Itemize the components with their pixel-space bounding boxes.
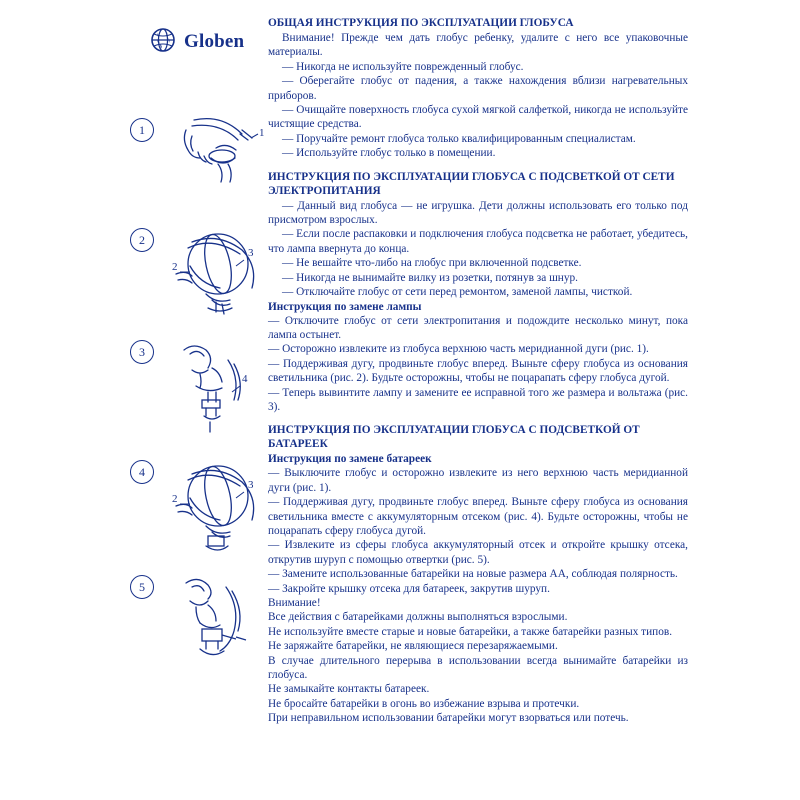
figure-number: 1 [130,118,154,142]
paragraph: — Не вешайте что-либо на глобус при включенной подсветке. [282,257,582,270]
figure-number: 5 [130,575,154,599]
brand-logo [148,22,258,62]
warning: Не замыкайте контакты батареек. [268,683,430,696]
svg-text:2: 2 [172,261,178,273]
figure-number: 4 [130,460,154,484]
paragraph: — Теперь вывинтите лампу и замените ее исправной того же размера и вольтажа (рис. 3). [268,386,688,413]
paragraph: Внимание! Прежде чем дать глобус ребенку, удалите с него все упаковочные материалы. [268,32,688,59]
paragraph: — Если после распаковки и подключения глобуса подсветка не работает, убедитесь, что лампа ввернута до конца. [268,228,688,255]
paragraph: — Извлеките из сферы глобуса аккумуляторный отсек и откройте крышку отсека, открутив шуруп с помощью отвертки (рис. 5). [268,539,688,566]
paragraph: — Замените использованные батарейки на новые размера АА, соблюдая полярность. [268,568,678,581]
figure-2-art [156,222,286,327]
warning: Не бросайте батарейки в огонь во избежание взрыва и протечки. [268,697,580,710]
svg-text:1: 1 [259,127,265,139]
figure-1-art [156,112,286,212]
paragraph: — Закройте крышку отсека для батареек, закрутив шуруп. [268,582,550,595]
paragraph: — Никогда не используйте поврежденный глобус. [282,60,524,73]
figure-number: 2 [130,228,154,252]
warning: При неправильном использовании батарейки могут взорваться или потечь. [268,712,629,725]
section-heading-general: ОБЩАЯ ИНСТРУКЦИЯ ПО ЭКСПЛУАТАЦИИ ГЛОБУСА [268,17,574,29]
figure-number: 3 [130,340,154,364]
paragraph: — Выключите глобус и осторожно извлеките из него верхнюю часть меридианной дуги (рис. 1). [268,467,688,494]
figure-5-art [156,569,286,679]
paragraph: — Оберегайте глобус от падения, а также нахождения вблизи нагревательных приборов. [268,75,688,102]
paragraph: — Поддерживая дугу, продвиньте глобус вперед. Выньте сферу глобуса из основания светильника вместе с аккумуляторным отсеком (рис. 4). Будьте осторожны, чтобы не поцарапать сферу глобуса дугой. [268,496,688,537]
paragraph: — Используйте глобус только в помещении. [282,147,496,160]
figure-3-art [156,334,286,444]
paragraph: — Очищайте поверхность глобуса сухой мягкой салфеткой, никогда не используйте чистящие средства. [268,104,688,131]
section-heading-mains: ИНСТРУКЦИЯ ПО ЭКСПЛУАТАЦИИ ГЛОБУСА С ПОДСВЕТКОЙ ОТ СЕТИ ЭЛЕКТРОПИТАНИЯ [268,170,675,197]
section-heading-battery: ИНСТРУКЦИЯ ПО ЭКСПЛУАТАЦИИ ГЛОБУСА С ПОДСВЕТКОЙ ОТ БАТАРЕЕК [268,424,640,451]
warning: В случае длительного перерыва в использовании всегда вынимайте батарейки из глобуса. [268,654,688,682]
warning: Не заряжайте батарейки, не являющиеся перезаряжаемыми. [268,640,558,653]
globe-icon [148,25,178,60]
paragraph: — Поручайте ремонт глобуса только квалифицированным специалистам. [282,132,636,145]
instructions-text [268,16,688,726]
svg-text:3: 3 [248,479,254,491]
svg-text:3: 3 [248,247,254,259]
warning-heading: Внимание! [268,597,321,609]
figure-4-art [156,454,286,564]
svg-text:4: 4 [242,373,248,385]
subsection-heading-lamp: Инструкция по замене лампы [268,300,422,313]
paragraph: — Данный вид глобуса — не игрушка. Дети должны использовать его только под присмотром взрослых. [268,199,688,227]
paragraph: — Никогда не вынимайте вилку из розетки, потянув за шнур. [282,271,578,284]
subsection-heading-battery-change: Инструкция по замене батареек [268,453,432,466]
paragraph: — Поддерживая дугу, продвиньте глобус вперед. Выньте сферу глобуса из основания светильника (рис. 2). Будьте осторожны, чтобы не поцарапать сферу глобуса дугой. [268,357,688,385]
brand-name: Globen [184,31,245,52]
figures-column [0,0,265,800]
warning: Все действия с батарейками должны выполняться взрослыми. [268,611,568,624]
warning: Не используйте вместе старые и новые батарейки, а также батарейки разных типов. [268,625,673,638]
paragraph: — Осторожно извлеките из глобуса верхнюю часть меридианной дуги (рис. 1). [268,343,649,356]
paragraph: — Отключайте глобус от сети перед ремонтом, заменой лампы, чисткой. [282,286,633,299]
svg-text:2: 2 [172,493,178,505]
paragraph: — Отключите глобус от сети электропитания и подождите несколько минут, пока лампа остынет. [268,314,688,341]
